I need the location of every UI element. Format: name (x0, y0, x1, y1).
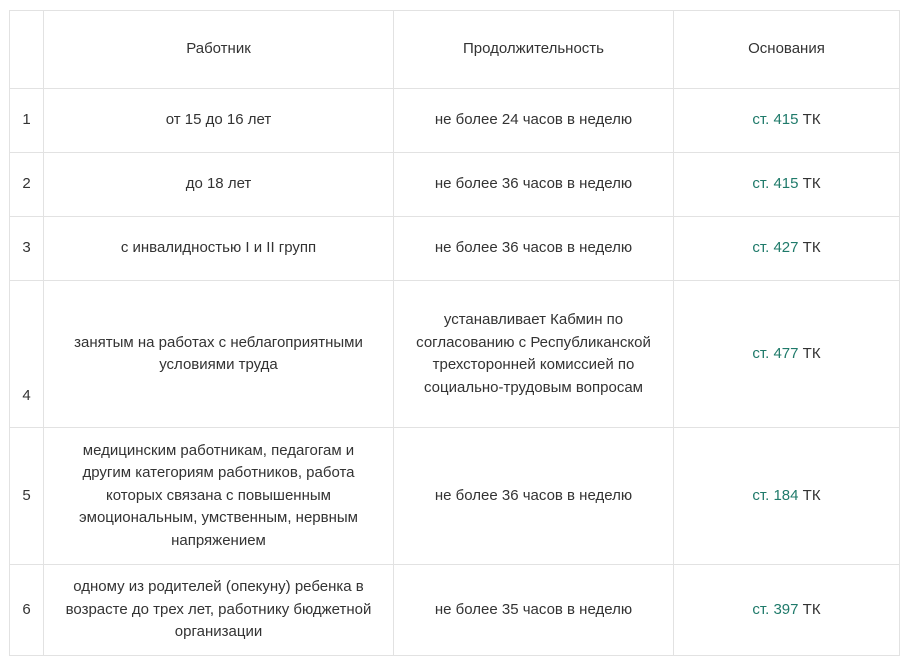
table-row (10, 565, 900, 656)
worker-cell: до 18 лет (44, 153, 394, 217)
row-number: 1 (10, 89, 44, 153)
worker-cell: одному из родителей (опекуну) ребенка в возрасте до трех лет, работнику бюджетной организации (44, 565, 394, 656)
duration-cell: не более 36 часов в неделю (394, 153, 674, 217)
duration-cell: не более 35 часов в неделю (394, 565, 674, 656)
article-link[interactable]: ст. 415 (752, 175, 799, 193)
row-number: 4 (10, 281, 44, 428)
header-basis: Основания (674, 11, 900, 89)
duration-cell: устанавливает Кабмин по согласованию с Республиканской трехсторонней комиссией по социально-трудовым вопросам (394, 281, 674, 428)
article-link[interactable]: ст. 184 (752, 486, 799, 504)
article-link[interactable]: ст. 477 (752, 344, 799, 362)
code-suffix: ТК (798, 600, 821, 618)
duration-cell: не более 36 часов в неделю (394, 428, 674, 565)
row-number: 5 (10, 428, 44, 565)
basis-cell (674, 428, 900, 565)
working-hours-table-container (9, 10, 900, 656)
table-row (10, 217, 900, 281)
header-worker: Работник (44, 11, 394, 89)
article-link[interactable]: ст. 427 (752, 239, 799, 257)
basis-cell (674, 153, 900, 217)
row-number: 6 (10, 565, 44, 656)
table-row (10, 89, 900, 153)
worker-cell: с инвалидностью I и II групп (44, 217, 394, 281)
basis-cell (674, 565, 900, 656)
code-suffix: ТК (798, 239, 821, 257)
duration-cell: не более 36 часов в неделю (394, 217, 674, 281)
table-header-row (10, 11, 900, 89)
row-number: 2 (10, 153, 44, 217)
header-number (10, 11, 44, 89)
table-row (10, 281, 900, 428)
header-duration: Продолжительность (394, 11, 674, 89)
basis-cell (674, 281, 900, 428)
table-row (10, 153, 900, 217)
code-suffix: ТК (798, 344, 821, 362)
worker-cell: занятым на работах с неблагоприятными условиями труда (44, 281, 394, 428)
worker-cell: медицинским работникам, педагогам и другим категориям работников, работа которых связана с повышенным эмоциональным, умственным, нервным напряжением (44, 428, 394, 565)
duration-cell: не более 24 часов в неделю (394, 89, 674, 153)
code-suffix: ТК (798, 111, 821, 129)
worker-cell: от 15 до 16 лет (44, 89, 394, 153)
code-suffix: ТК (798, 175, 821, 193)
code-suffix: ТК (798, 486, 821, 504)
row-number: 3 (10, 217, 44, 281)
basis-cell (674, 89, 900, 153)
basis-cell (674, 217, 900, 281)
article-link[interactable]: ст. 397 (752, 600, 799, 618)
table-row (10, 428, 900, 565)
article-link[interactable]: ст. 415 (752, 111, 799, 129)
working-hours-table (9, 10, 900, 656)
